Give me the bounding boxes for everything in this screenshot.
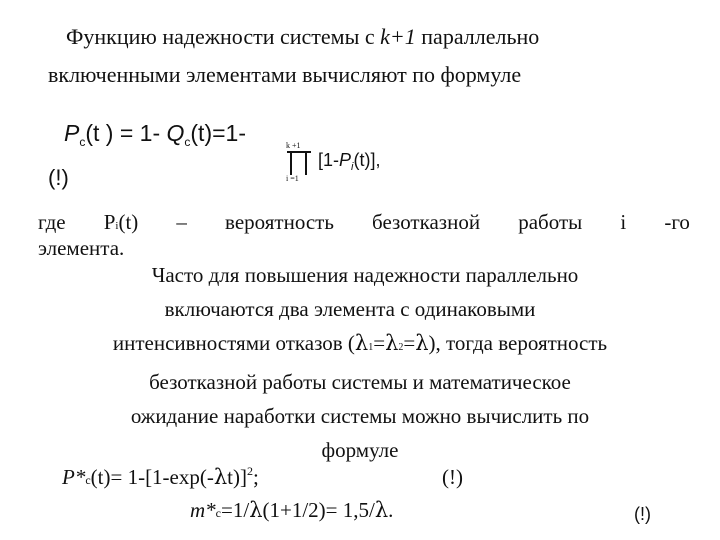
f3-lambda-1: λ: [249, 498, 263, 522]
def-word-gde: где: [38, 210, 66, 234]
intro-k-plus-1: k+1: [380, 24, 416, 49]
f2-sub: c: [85, 473, 91, 487]
definition-line-1: [38, 210, 690, 235]
f3-sub: c: [215, 506, 221, 520]
formula-mark-1: (!): [48, 165, 69, 190]
product-bottom-limit: i =1: [286, 174, 299, 183]
formula-P: P: [64, 120, 80, 146]
def-word-failure-free: безотказной: [372, 210, 481, 234]
f2-semicolon: ;: [253, 465, 259, 489]
def-word-i: i: [620, 210, 627, 234]
f2-sup: 2: [247, 464, 253, 478]
def-word-work: работы: [518, 210, 583, 234]
f2-body-b: t)]: [227, 465, 247, 489]
formula-mark-2: (!): [442, 465, 463, 489]
f2-P: P*: [62, 465, 86, 489]
formula-mark-3: (!): [634, 504, 651, 524]
formula-Pi: P: [339, 150, 352, 170]
p2-line-6: формуле: [321, 438, 399, 462]
p2-line-5: ожидание наработки системы можно вычислить по: [130, 404, 590, 428]
f3-body-a: =1/: [221, 498, 250, 522]
def-dash: –: [176, 210, 187, 234]
def-word-th: -го: [664, 210, 690, 234]
formula-probability: [62, 465, 259, 490]
intro-line-1: [66, 24, 539, 50]
intro-line-2: включенными элементами вычисляют по формуле: [48, 62, 522, 87]
bracket-tail: (t)],: [353, 150, 381, 170]
formula-sub-i: i: [351, 161, 354, 173]
def-Pi: Pi(t): [103, 210, 139, 234]
f3-m: m*: [190, 498, 216, 522]
f3-body-b: (1+1/2)= 1,5/: [262, 498, 375, 522]
f3-lambda-2: λ: [374, 498, 389, 522]
lambda-symbol: λ: [354, 331, 369, 355]
intro-suffix: параллельно: [415, 24, 540, 49]
formula-expectation: [190, 498, 393, 523]
f2-lambda: λ: [213, 465, 228, 489]
def-word-probability: вероятность: [225, 210, 334, 234]
f2-body-a: (t)= 1-[1-exp(-: [90, 465, 214, 489]
p2-line-2: включаются два элемента с одинаковыми: [164, 297, 536, 321]
definition-line-2: элемента.: [38, 236, 125, 260]
bracket-expr: [1-: [318, 150, 340, 170]
p2-line-1: Часто для повышения надежности параллельно: [151, 263, 579, 287]
product-top-limit: k +1: [286, 141, 301, 150]
formula-arg: (t ) = 1-: [85, 120, 167, 146]
p2-line-3: интенсивностями отказов (λ1=λ2=λ), тогда вероятность: [112, 331, 608, 355]
f3-body-c: .: [388, 498, 394, 522]
intro-prefix: Функцию надежности системы с: [66, 24, 381, 49]
formula-arg2: (t)=1-: [190, 120, 246, 146]
p2-line-4: безотказной работы системы и математическое: [149, 370, 571, 394]
product-icon: [286, 150, 312, 176]
formula-reliability: [64, 120, 246, 147]
formula-bracket-expression: [318, 150, 380, 171]
formula-Q: Q: [166, 120, 185, 146]
paragraph2: [0, 258, 720, 467]
formula-sub-c2: c: [184, 135, 191, 149]
formula-sub-c: c: [79, 135, 86, 149]
